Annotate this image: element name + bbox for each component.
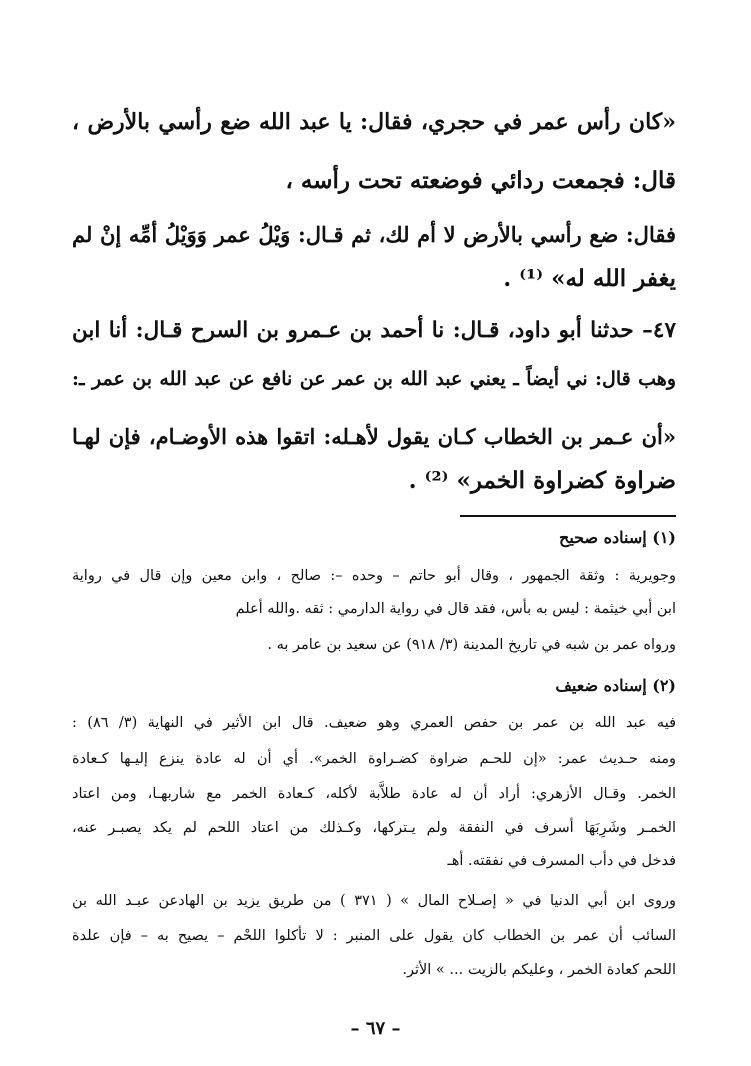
main-text-line: يغفر الله له» ⁽¹⁾ . [503, 265, 676, 292]
footnote-line: ورواه عمر بن شبه في تاريخ المدينة (٣/ ٩١٨) عن سعيد بن عامر به . [267, 637, 676, 653]
footnote-line: فدخل في دأب المسرف في نفقته. أهـ [447, 853, 676, 869]
main-text-line: قال: فجمعت ردائي فوضعته تحت رأسه ، [285, 167, 676, 194]
footnote-line: الخمر. وقـال الأزهري: أراد أن له عادة طلاَّبة لأكله، كـعادة الخمر مع شاربهـا، ومن اعتاد [72, 786, 676, 802]
footnote-line: وروى ابن أبي الدنيا في « إصـلاح المال » ( ٣٧١ ) من طريق يزيد بن الهادعن عبـد الله بن [72, 893, 676, 909]
footnote-line: فيه عبد الله بن عمر بن حفص العمري وهو ضعيف. قال ابن الأثير في النهاية (٣/ ٨٦) : [72, 715, 677, 731]
footnote-line: اللحم كعادة الخمر ، وعليكم بالزيت ... » الأثر. [402, 962, 676, 978]
footnote-line: ابن أبي خيثمة : ليس به بأس، فقد قال في رواية الدارمي : ثقه .والله أعلم [235, 601, 676, 617]
main-text-line: «أن عـمر بن الخطاب كـان يقول لأهـله: اتقوا هذه الأوضـام، فإن لهـا [72, 424, 676, 449]
main-text-line: «كان رأس عمر في حجري، فقال: يا عبد الله ضع رأسي بالأرض ، [72, 109, 676, 135]
footnote-heading: (٢) إسناده ضعيف [555, 676, 676, 695]
footnote-line: الخمـر وشَرِبَهَا أسرف في النفقة ولم يـتركها، وكـذلك من اعتاد اللحم لم يكد يصبـر عنه، [72, 820, 676, 836]
main-text-line: ضراوة كضراوة الخمر» ⁽²⁾ . [408, 467, 676, 494]
footnote-divider [460, 515, 676, 517]
main-text-line: فقال: ضع رأسي بالأرض لا أم لك، ثم قـال: وَيْلُ عمر وَوَيْلُ أمِّه إنْ لم [72, 222, 676, 247]
footnote-line: ومنه حـديث عمر: «إن للحـم ضراوة كضـراوة الخمر». أي أن له عادة ينزع إليـها كـعادة [72, 751, 676, 767]
page-number: – ٦٧ – [350, 1018, 401, 1039]
main-text-line: وهب قال: ني أيضاً ـ يعني عبد الله بن عمر عن نافع عن عبد الله بن عمر ـ: [72, 368, 676, 390]
footnote-line: وجويرية : وثقة الجمهور ، وقال أبو حاتم – وحده –: صالح ، وابن معين وإن قال في رواية [72, 568, 676, 584]
footnote-line: السائب أن عمر بن الخطاب كان يقول على المنبر : لا تأكلوا اللحْم – يصيح به – فإن علدة [72, 928, 676, 944]
main-text-line: ٤٧– حدثنا أبو داود، قـال: نا أحمد بن عـمرو بن السرح قـال: أنا ابن [72, 318, 676, 343]
footnote-heading: (١) إسناده صحيح [558, 528, 676, 547]
